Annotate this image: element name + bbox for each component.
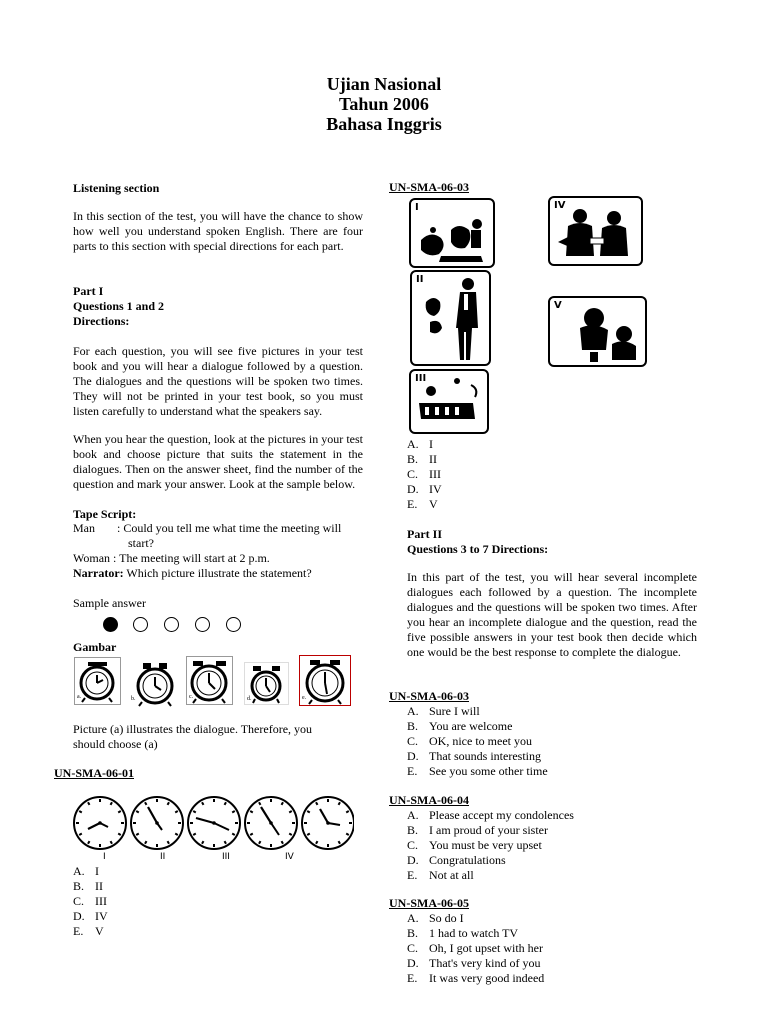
q2-options (407, 437, 442, 512)
q1-option-a[interactable]: A. I (73, 864, 99, 878)
q1-options (73, 864, 108, 939)
q5-option-e[interactable]: E. It was very good indeed (407, 971, 545, 985)
gambar-letter-a: a. (77, 694, 82, 700)
q3-option-e[interactable]: E. See you some other time (407, 764, 548, 778)
clock-tick (232, 811, 235, 813)
clock-tick (225, 802, 227, 805)
q3-option-a[interactable]: A. Sure I will (407, 704, 480, 718)
clock-tick (250, 811, 253, 813)
gambar-picture-a (74, 657, 121, 705)
gambar-letter-b: b. (131, 696, 136, 702)
part2-heading: Part II (407, 527, 442, 541)
q3-option-c[interactable]: C. OK, nice to meet you (407, 734, 532, 748)
scene-picture-iv (548, 196, 643, 266)
clock-tick (289, 811, 292, 813)
gambar-letter-e: e. (302, 695, 307, 701)
clock-tick (168, 802, 170, 805)
tape-script-heading: Tape Script: (73, 507, 137, 521)
woman-line: Woman : The meeting will start at 2 p.m. (73, 551, 270, 565)
q1-option-d[interactable]: D. IV (73, 909, 108, 923)
clock-tick (88, 841, 90, 844)
gambar-letter-c: c. (189, 694, 194, 700)
q4-option-d[interactable]: D. Congratulations (407, 853, 506, 867)
questions-3-7-heading: Questions 3 to 7 Directions: (407, 542, 549, 556)
conclusion-line-1: Picture (a) illustrates the dialogue. Therefore, you (73, 722, 313, 736)
clock-tick (259, 841, 261, 844)
scene-label-iii: III (415, 373, 427, 384)
clock-tick (289, 834, 292, 836)
clock-face-2 (131, 797, 183, 849)
gambar-picture-e (299, 655, 351, 706)
clock-label-3: III (222, 852, 230, 862)
scene-picture-ii (410, 270, 491, 366)
clock-tick (145, 841, 147, 844)
clock-tick (168, 841, 170, 844)
clock-tick (339, 841, 341, 844)
q2-option-b[interactable]: B. II (407, 452, 437, 466)
q3-options (407, 704, 548, 779)
clock-tick (175, 834, 178, 836)
question-code-04: UN-SMA-06-04 (389, 793, 469, 807)
clock-tick (79, 834, 82, 836)
clock-tick (111, 841, 113, 844)
document-title (0, 74, 768, 134)
sample-answer-label: Sample answer (73, 596, 146, 610)
clock-tick (111, 802, 113, 805)
clock-tick (316, 802, 318, 805)
question-code-05: UN-SMA-06-05 (389, 896, 469, 910)
gambar-picture-b (130, 659, 177, 706)
clock-tick (259, 802, 261, 805)
part1-heading: Part I (73, 284, 104, 298)
clock-label-2: II (160, 852, 166, 862)
question-code-03: UN-SMA-06-03 (389, 689, 469, 703)
clock-center (269, 821, 273, 825)
directions-paragraph-2: When you hear the question, look at the pictures in your test book and choose picture that suits the statement in the dialogues. Then on the answer sheet, find the number of the question and mark your answer. Look at the sample below. (73, 432, 363, 491)
man-label: Man (73, 521, 95, 535)
answer-circle-b (133, 617, 148, 632)
clock-tick (307, 834, 310, 836)
title-line-1: Ujian Nasional (326, 74, 442, 94)
q1-option-e[interactable]: E. V (73, 924, 104, 938)
clock-tick (282, 802, 284, 805)
clock-tick (250, 834, 253, 836)
answer-circle-e (226, 617, 241, 632)
part2-paragraph: In this part of the test, you will hear several incomplete dialogues each followed by a question. The incomplete dialogues and the questions will be spoken two times. After you hear an incomplete dialogue and the question, read the five possible answers in your test book then decide which one would be the best response to complete the dialogue. (407, 570, 697, 659)
man-line-1: : Could you tell me what time the meeting will (117, 521, 342, 535)
conclusion-line-2: should choose (a) (73, 737, 158, 751)
q5-options (407, 911, 544, 986)
q4-option-c[interactable]: C. You must be very upset (407, 838, 542, 852)
q4-option-a[interactable]: A. Please accept my condolences (407, 808, 574, 822)
clock-tick (88, 802, 90, 805)
title-line-3: Bahasa Inggris (326, 114, 442, 134)
q3-option-d[interactable]: D. That sounds interesting (407, 749, 541, 763)
q2-option-d[interactable]: D. IV (407, 482, 442, 496)
clock-tick (118, 811, 121, 813)
clock-tick (136, 811, 139, 813)
clock-face-3 (188, 797, 240, 849)
scene-picture-v (548, 296, 647, 367)
clock-face-5 (302, 797, 354, 849)
clock-tick (316, 841, 318, 844)
q5-option-c[interactable]: C. Oh, I got upset with her (407, 941, 543, 955)
answer-circle-d (195, 617, 210, 632)
clock-row (70, 793, 354, 865)
clock-tick (225, 841, 227, 844)
title-line-2: Tahun 2006 (339, 94, 429, 114)
answer-circle-a (103, 617, 118, 632)
answer-circle-c (164, 617, 179, 632)
clock-tick (193, 811, 196, 813)
clock-tick (307, 811, 310, 813)
q4-option-b[interactable]: B. I am proud of your sister (407, 823, 548, 837)
directions-heading: Directions: (73, 314, 130, 328)
q5-option-d[interactable]: D. That's very kind of you (407, 956, 541, 970)
clock-tick (118, 834, 121, 836)
q3-option-b[interactable]: B. You are welcome (407, 719, 513, 733)
scene-picture-i (409, 198, 495, 268)
clock-tick (346, 811, 349, 813)
clock-tick (145, 802, 147, 805)
clock-label-4: IV (285, 852, 294, 862)
narrator-label: Narrator: (73, 566, 124, 580)
scene-label-ii: II (416, 274, 424, 285)
clock-center (98, 821, 102, 825)
clock-tick (232, 834, 235, 836)
scene-label-iv: IV (554, 200, 566, 211)
man-line-2: start? (128, 536, 154, 550)
clock-tick (175, 811, 178, 813)
clock-face-1 (74, 797, 126, 849)
gambar-label: Gambar (73, 640, 117, 654)
q2-option-e[interactable]: E. V (407, 497, 438, 511)
clock-tick (202, 841, 204, 844)
scene-label-v: V (554, 300, 562, 311)
clock-face-4 (245, 797, 297, 849)
questions-1-2-heading: Questions 1 and 2 (73, 299, 165, 313)
scene-label-i: I (415, 202, 419, 213)
clock-tick (193, 834, 196, 836)
clock-tick (136, 834, 139, 836)
q1-option-b[interactable]: B. II (73, 879, 103, 893)
clock-center (212, 821, 216, 825)
gambar-picture-d (244, 662, 289, 705)
q5-option-a[interactable]: A. So do I (407, 911, 464, 925)
q4-option-e[interactable]: E. Not at all (407, 868, 474, 882)
clock-tick (339, 802, 341, 805)
clock-tick (282, 841, 284, 844)
clock-center (326, 821, 330, 825)
q4-options (407, 808, 574, 883)
question-code-01: UN-SMA-06-01 (54, 766, 134, 780)
scene-picture-iii (409, 369, 489, 434)
narrator-line (73, 566, 312, 581)
clock-tick (346, 834, 349, 836)
clock-tick (79, 811, 82, 813)
clock-tick (202, 802, 204, 805)
q2-option-a[interactable]: A. I (407, 437, 433, 451)
q2-option-c[interactable]: C. III (407, 467, 441, 481)
narrator-text: Which picture illustrate the statement? (123, 566, 312, 580)
clock-center (155, 821, 159, 825)
intro-paragraph: In this section of the test, you will have the chance to show how well you understand spoken English. There are four parts to this section with special directions for each part. (73, 209, 363, 253)
directions-paragraph-1: For each question, you will see five pictures in your test book and you will hear a dialogue followed by a question. The dialogues and the questions will be spoken two times. They will not be printed in your test book, so you must listen carefully to understand what the speakers say. (73, 344, 363, 418)
gambar-letter-d: d. (247, 696, 252, 702)
listening-heading: Listening section (73, 181, 160, 195)
gambar-picture-c (186, 656, 233, 705)
q5-option-b[interactable]: B. 1 had to watch TV (407, 926, 519, 940)
question-code-03-pictures: UN-SMA-06-03 (389, 180, 469, 194)
clock-label-1: I (103, 852, 106, 862)
q1-option-c[interactable]: C. III (73, 894, 107, 908)
